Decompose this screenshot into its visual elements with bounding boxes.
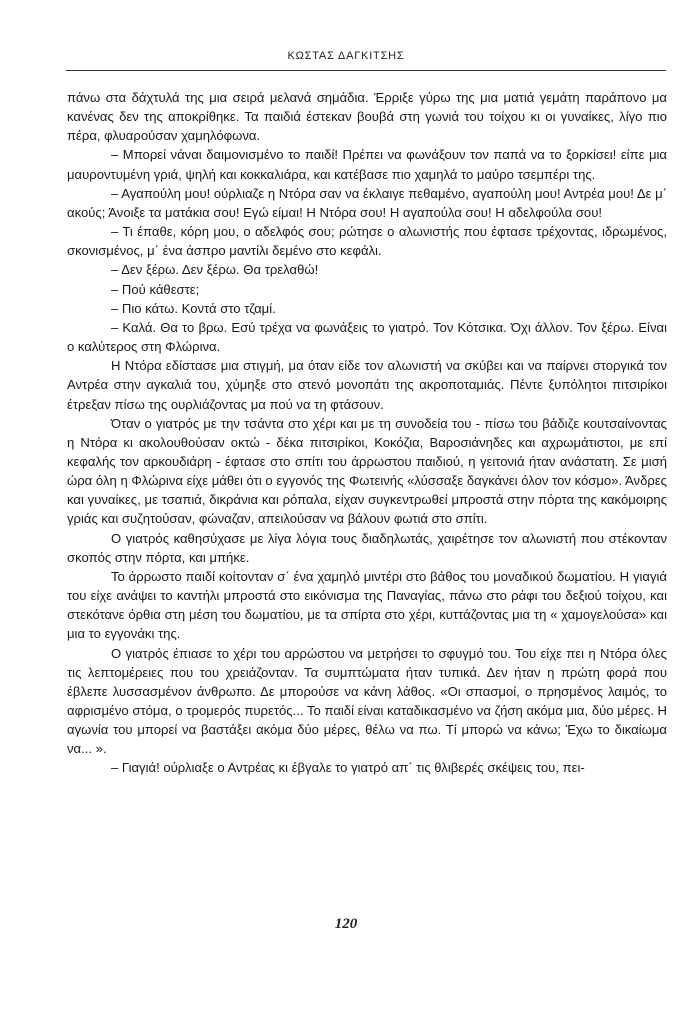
paragraph: πάνω στα δάχτυλά της μια σειρά μελανά σημάδια. Έρριξε γύρω της μια ματιά γεμάτη παράπονο μα κανένας δεν της αποκρίθηκε. Τα παιδιά έστεκαν βουβά στη γωνιά του τοίχου κι οι γυναίκες, λίγο πιο πέρα, φλυαρούσαν χαμηλόφωνα.	[67, 90, 667, 144]
paragraph: Όταν ο γιατρός με την τσάντα στο χέρι και με τη συνοδεία του - πίσω του βάδιζε κουτσαίνοντας η Ντόρα κι ακολουθούσαν οκτώ - δέκα πιτσιρίκοι, Κοκόζια, Βαροσιάνηδες και αχρωμάτιστοι, με επί κεφαλής τον αρκουδιάρη - έφτασε στο σπίτι του άρρωστου παιδιού, η γειτονιά ήταν ανάστατη. Σε μισή ώρα όλη η Φλώρινα είχε μάθει ότι ο εγγονός της Φωτεινής «λύσσαξε δαγκάνει όλον τον κόσμο». Άνδρες και γυναίκες, με τσαπιά, δικράνια και ρόπαλα, είχαν συγκεντρωθεί μπροστά στην πόρτα της κακόμοιρης γριάς και συζητούσαν, φώναζαν, απειλούσαν να βάλουν φωτιά στο σπίτι.	[67, 415, 667, 527]
paragraph: Η Ντόρα εδίστασε μια στιγμή, μα όταν είδε τον αλωνιστή να σκύβει και να παίρνει στοργικά τον Αντρέα στην αγκαλιά του, χύμηξε στο στενό μονοπάτι της ακροποταμιάς. Πέντε ξυπόλητοι πιτσιρίκοι έτρεξαν πίσω της ουρλιάζοντας μα πού να τη φτάσουν.	[67, 358, 667, 412]
body-text	[67, 88, 667, 778]
paragraph: – Αγαπούλη μου! ούρλιαζε η Ντόρα σαν να έκλαιγε πεθαμένο, αγαπούλη μου! Αντρέα μου! Δε μ΄ ακούς; Άνοιξε τα ματάκια σου! Εγώ είμαι! Η Ντόρα σου! Η αγαπούλα σου! Η αδελφούλα σου!	[67, 185, 667, 220]
paragraph: – Πού κάθεστε;	[111, 281, 200, 297]
paragraph: – Καλά. Θα το βρω. Εσύ τρέχα να φωνάξεις το γιατρό. Τον Κότσικα. Όχι άλλον. Τον ξέρω. Είναι ο καλύτερος στη Φλώρινα.	[67, 319, 667, 355]
paragraph: – Μπορεί νάναι δαιμονισμένο το παιδί! Πρέπει να φωνάξουν τον παπά να το ξορκίσει! είπε μια μαυροντυμένη γριά, ψηλή και κοκκαλιάρα, και κατέβασε πιο χαμηλά το μαύρο τσεμπέρι της.	[67, 147, 667, 182]
running-head: ΚΩΣΤΑΣ ΔΑΓΚΙΤΣΗΣ	[287, 50, 405, 62]
paragraph: – Δεν ξέρω. Δεν ξέρω. Θα τρελαθώ!	[111, 262, 319, 278]
header-rule	[66, 70, 666, 71]
paragraph: – Τι έπαθε, κόρη μου, ο αδελφός σου; ρώτησε ο αλωνιστής που έφτασε τρέχοντας, ιδρωμένος, σκονισμένος, μ΄ ένα άσπρο μαντίλι δεμένο στο κεφάλι.	[67, 224, 667, 259]
page-number: 120	[334, 916, 358, 932]
paragraph: Ο γιατρός έπιασε το χέρι του αρρώστου να μετρήσει το σφυγμό του. Του είχε πει η Ντόρα όλες τις λεπτομέρειες που του χρειάζονταν. Τα συμπτώματα ήταν τυπικά. Δεν ήταν η πρώτη φορά που έβλεπε λυσσασμένον άνθρωπο. Δε μπορούσε να κάνη λάθος. «Οι σπασμοί, ο πρησμένος λαιμός, το αφρισμένο στόμα, ο τρομερός πυρετός... Το παιδί είναι καταδικασμένο να ζήση ακόμα μια, δύο μέρες. Η αγωνία του μπορεί να βαστάξει ακόμα δύο μέρες, θέλω να πω. Τί μπορώ να κάνω; Έχω το δικαίωμα να... ».	[67, 645, 667, 757]
paragraph: – Γιαγιά! ούρλιαξε ο Αντρέας κι έβγαλε το γιατρό απ΄ τις θλιβερές σκέψεις του, πει-	[111, 760, 585, 776]
paragraph: Το άρρωστο παιδί κοίτονταν σ΄ ένα χαμηλό μιντέρι στο βάθος του μοναδικού δωματίου. Η γιαγιά του είχε ανάψει το καντήλι μπροστά στο εικόνισμα της Παναγίας, πάνω στο ράφι του δεξιού τοίχου, και στεκότανε όρθια στη μέση του δωματίου, με τα σπίρτα στο χέρι, κυττάζοντας μια τη « χαμογελούσα» και μια το εγγονάκι της.	[67, 568, 667, 642]
paragraph: – Πιο κάτω. Κοντά στο τζαμί.	[111, 300, 276, 316]
paragraph: Ο γιατρός καθησύχασε με λίγα λόγια τους διαδηλωτάς, χαιρέτησε τον αλωνιστή που στέκονταν σκοπός στην πόρτα, και μπήκε.	[67, 530, 667, 565]
